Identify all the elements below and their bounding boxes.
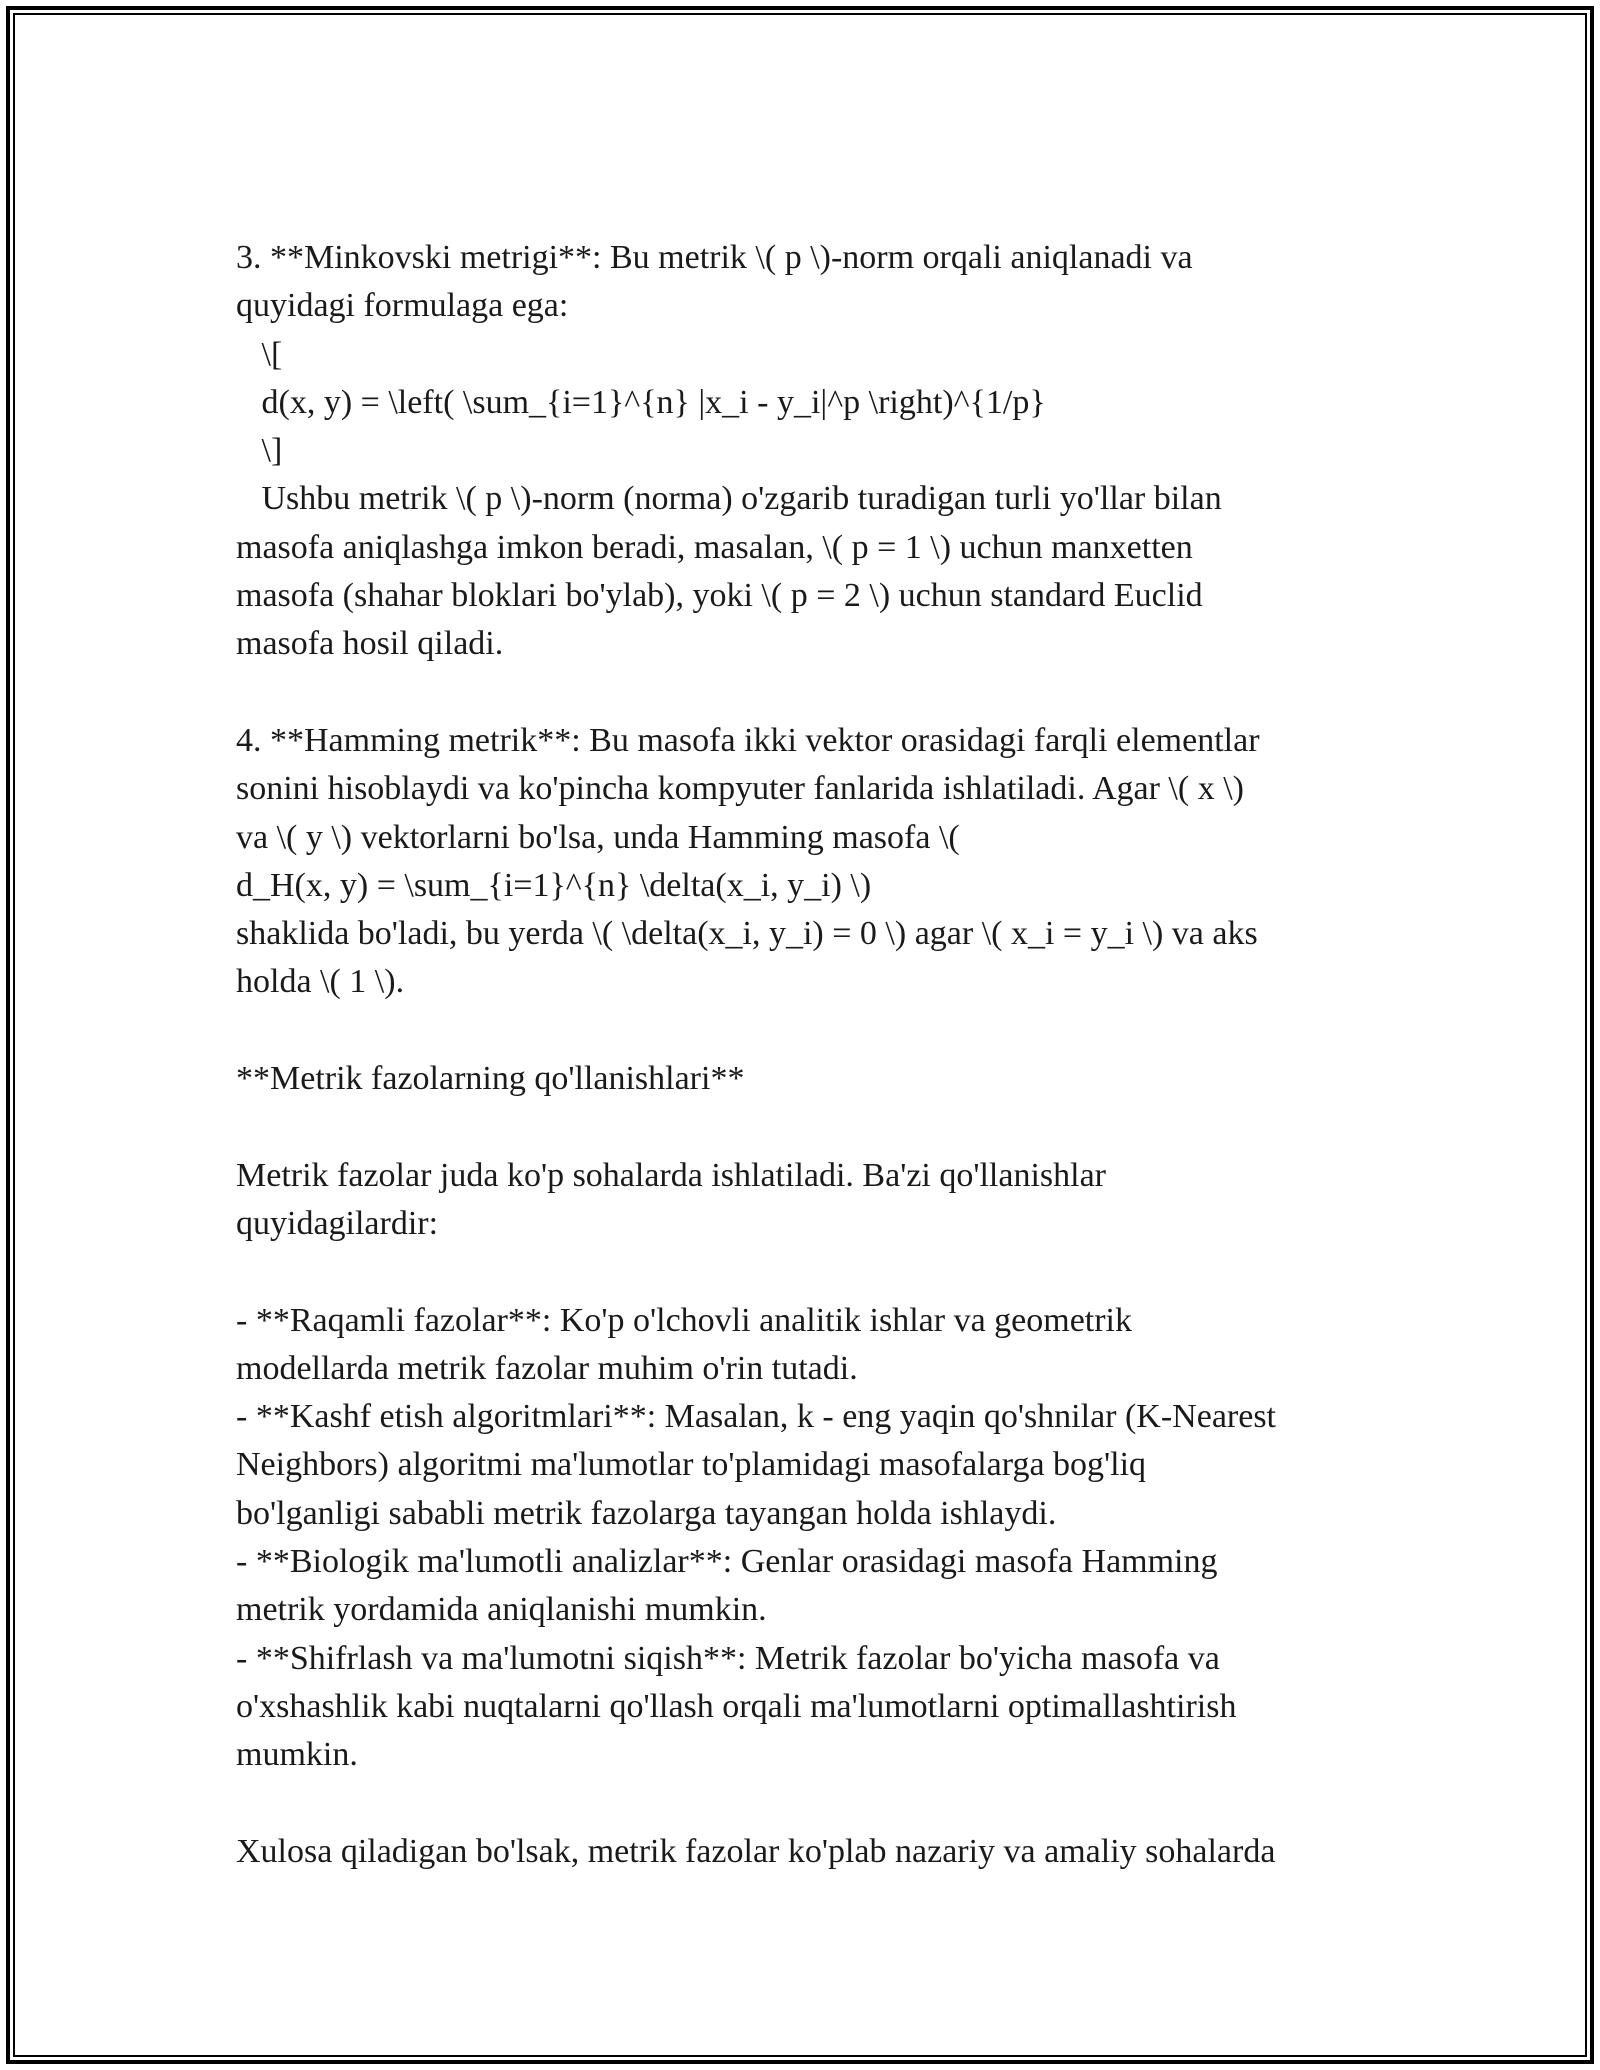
list-item-line: bo'lganligi sababli metrik fazolarga tayangan holda ishlaydi.: [236, 1494, 1057, 1532]
document-body: [236, 234, 1416, 1876]
text-line: shaklida bo'ladi, bu yerda \( \delta(x_i, y_i) = 0 \) agar \( x_i = y_i \) va aks: [236, 915, 1258, 953]
text-line: Metrik fazolar juda ko'p sohalarda ishlatiladi. Ba'zi qo'llanishlar: [236, 1156, 1107, 1194]
list-item-line: - **Biologik ma'lumotli analizlar**: Genlar orasidagi masofa Hamming: [236, 1543, 1218, 1581]
list-item-line: o'xshashlik kabi nuqtalarni qo'llash orqali ma'lumotlarni optimallashtirish: [236, 1687, 1237, 1725]
blank-line: [236, 1007, 1416, 1055]
text-line: 4. **Hamming metrik**: Bu masofa ikki vektor orasidagi farqli elementlar: [236, 721, 1260, 759]
blank-line: [236, 1248, 1416, 1296]
text-line: masofa (shahar bloklari bo'ylab), yoki \( p = 2 \) uchun standard Euclid: [236, 577, 1203, 615]
text-line: sonini hisoblaydi va ko'pincha kompyuter fanlarida ishlatiladi. Agar \( x \): [236, 770, 1244, 808]
formula-line: \]: [236, 432, 283, 470]
list-item-line: - **Shifrlash va ma'lumotni siqish**: Metrik fazolar bo'yicha masofa va: [236, 1639, 1220, 1677]
list-item-line: mumkin.: [236, 1736, 358, 1774]
list-item-line: metrik yordamida aniqlanishi mumkin.: [236, 1591, 767, 1629]
formula-line: d(x, y) = \left( \sum_{i=1}^{n} |x_i - y_i|^p \right)^{1/p}: [236, 383, 1046, 421]
list-item-line: - **Raqamli fazolar**: Ko'p o'lchovli analitik ishlar va geometrik: [236, 1301, 1133, 1339]
text-line: quyidagilardir:: [236, 1204, 439, 1242]
list-item-line: - **Kashf etish algoritmlari**: Masalan, k - eng yaqin qo'shnilar (K-Nearest: [236, 1398, 1277, 1436]
text-line: va \( y \) vektorlarni bo'lsa, unda Hamming masofa \(: [236, 818, 960, 856]
list-item-line: modellarda metrik fazolar muhim o'rin tutadi.: [236, 1349, 858, 1387]
text-line: masofa hosil qiladi.: [236, 625, 504, 663]
section-heading: **Metrik fazolarning qo'llanishlari**: [236, 1060, 745, 1098]
blank-line: [236, 1103, 1416, 1151]
text-line: Xulosa qiladigan bo'lsak, metrik fazolar ko'plab nazariy va amaliy sohalarda: [236, 1832, 1276, 1870]
text-line: quyidagi formulaga ega:: [236, 287, 569, 325]
formula-line: \[: [236, 335, 283, 373]
text-line: 3. **Minkovski metrigi**: Bu metrik \( p \)-norm orqali aniqlanadi va: [236, 239, 1193, 276]
text-line: Ushbu metrik \( p \)-norm (norma) o'zgarib turadigan turli yo'llar bilan: [236, 480, 1222, 518]
text-line: masofa aniqlashga imkon beradi, masalan, \( p = 1 \) uchun manxetten: [236, 528, 1193, 566]
formula-line: d_H(x, y) = \sum_{i=1}^{n} \delta(x_i, y_i) \): [236, 866, 872, 904]
list-item-line: Neighbors) algoritmi ma'lumotlar to'plamidagi masofalarga bog'liq: [236, 1446, 1147, 1484]
blank-line: [236, 1780, 1416, 1828]
blank-line: [236, 669, 1416, 717]
text-line: holda \( 1 \).: [236, 963, 405, 1001]
